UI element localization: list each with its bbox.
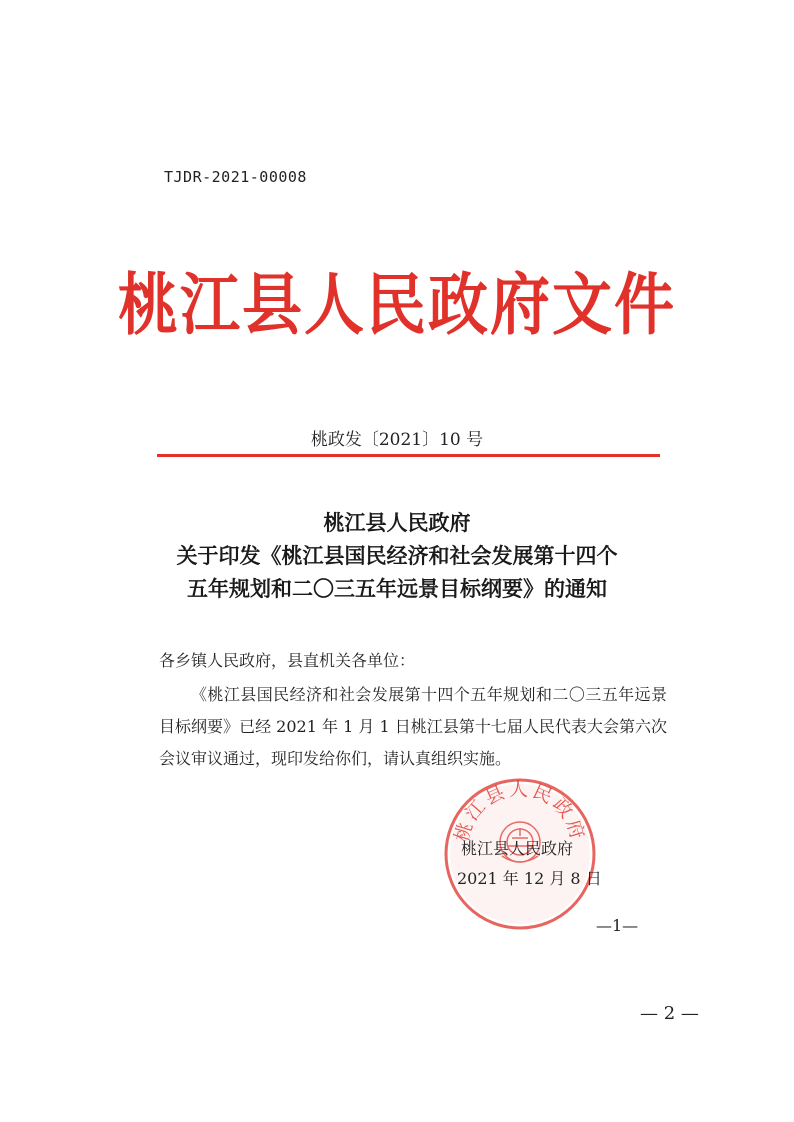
red-divider-line [157,454,660,457]
page-number-inner: —1— [596,916,639,935]
document-code: TJDR-2021-00008 [164,168,307,186]
title-line-2: 关于印发《桃江县国民经济和社会发展第十四个 [176,543,618,568]
masthead-title: 桃江县人民政府文件 [118,266,676,345]
title-line-1: 桃江县人民政府 [323,510,471,535]
signature-org: 桃江县人民政府 [461,839,574,858]
notice-title [0,506,794,605]
title-line-3: 五年规划和二〇三五年远景目标纲要》的通知 [187,576,607,601]
page-number-outer: — 2 — [640,1003,699,1024]
document-number: 桃政发〔2021〕10 号 [310,430,484,450]
seal-text: 桃江县人民政府 [450,778,590,845]
body-paragraph: 《桃江县国民经济和社会发展第十四个五年规划和二〇三五年远景目标纲要》已经 2021 年 1 月 1 日桃江县第十七届人民代表大会第六次会议审议通过，现印发给你们，请认真组织实施。 [159,685,667,768]
salutation: 各乡镇人民政府，县直机关各单位： [159,651,416,670]
signature-date: 2021 年 12 月 8 日 [457,869,602,888]
